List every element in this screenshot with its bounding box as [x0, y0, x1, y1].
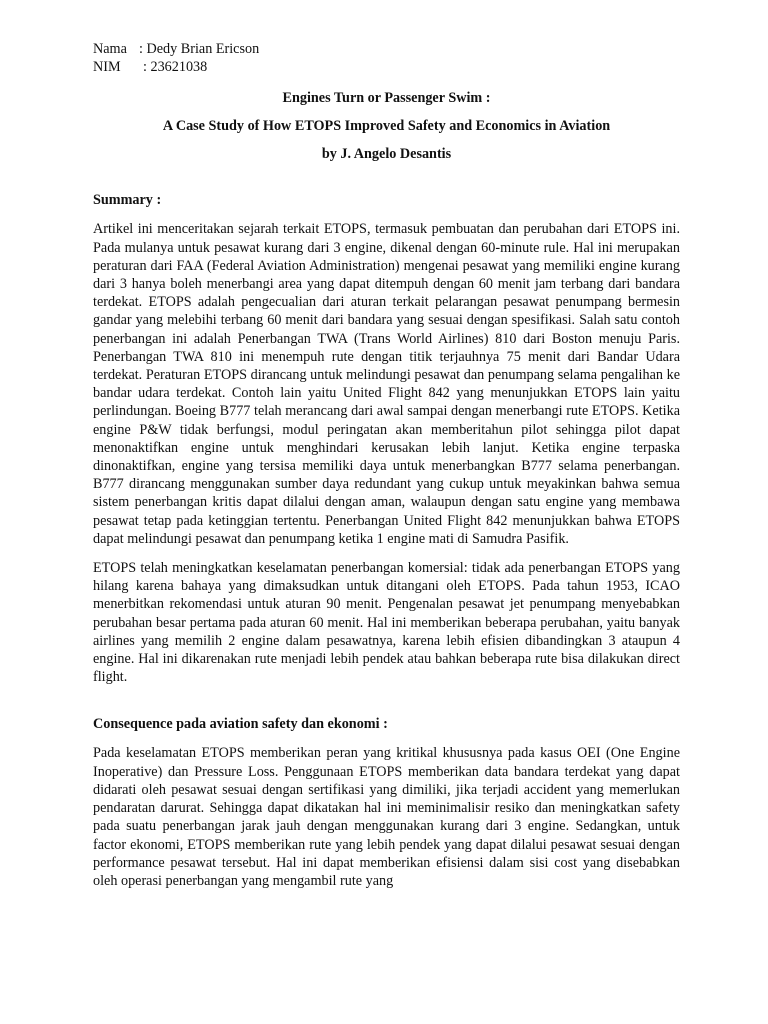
- summary-paragraph-2: ETOPS telah meningkatkan keselamatan penerbangan komersial: tidak ada penerbangan ETOPS yang hilang karena bahaya yang dimaksudkan untuk ditangani oleh ETOPS. Pada tahun 1953, ICAO menerbitkan rekomendasi untuk aturan 90 menit. Pengenalan pesawat jet penumpang menyebabkan perubahan besar pertama pada aturan 60 menit. Hal ini memberikan beberapa perubahan, yaitu banyak airlines yang memilih 2 engine dalam pesawatnya, karena lebih efisien dibandingkan 3 ataupun 4 engine. Hal ini dikarenakan rute menjadi lebih pendek atau bahkan beberapa rute bisa dilakukan direct flight.: [93, 560, 680, 686]
- nim-value: : 23621038: [143, 59, 208, 76]
- nim-label: NIM: [93, 59, 121, 76]
- document-title: Engines Turn or Passenger Swim :: [282, 90, 491, 107]
- title-block: [93, 89, 680, 163]
- document-subtitle: A Case Study of How ETOPS Improved Safety and Economics in Aviation: [162, 118, 611, 135]
- student-nim-row: [93, 58, 680, 76]
- name-label: Nama: [93, 41, 127, 57]
- summary-paragraph-1: Artikel ini menceritakan sejarah terkait ETOPS, termasuk pembuatan dan perubahan dari ETOPS ini. Pada mulanya untuk pesawat kurang dari 3 engine, dikenal dengan 60-minute rule. Hal ini merupakan peraturan dari FAA (Federal Aviation Administration) mengenai pesawat yang memiliki engine kurang dari 3 hanya boleh menerbangi area yang dapat ditempuh dengan 60 menit jam terbang dari bandara terdekat. ETOPS adalah pengecualian dari aturan terkait pelarangan pesawat penumpang bermesin gandar yang melebihi terbang 60 menit dari bandara yang sesuai dengan spesifikasi. Salah satu contoh penerbangan ini adalah Penerbangan TWA (Trans World Airlines) 810 dari Boston menuju Paris. Penerbangan TWA 810 ini menempuh rute dengan titik terjauhnya 75 menit dari Bandar Udara terdekat. Peraturan ETOPS dirancang untuk melindungi pesawat dan penumpang selama pengalihan ke bandar udara terdekat. Contoh lain yaitu United Flight 842 yang menunjukkan ETOPS lain yaitu perlindungan. Boeing B777 telah merancang dari awal sampai dengan menerbangi rute ETOPS. Ketika engine P&W tidak berfungsi, modul peringatan akan memberitahun pilot sehingga pilot dapat menonaktifkan engine untuk menghindari kerusakan lebih lanjut. Ketika engine terpaska dinonaktifkan, engine yang tersisa memiliki daya untuk menerbangkan B777 selama penerbangan. B777 dirancang menggunakan sumber daya redundant yang cukup untuk meyakinkan bahwa semua sistem penerbangan kritis dapat dilalui dengan aman, walaupun dengan satu engine yang membawa pesawat tetap pada ketinggian tertentu. Penerbangan United Flight 842 menunjukkan bahwa ETOPS dapat melindungi pesawat dan penumpang ketika 1 engine mati di Samudra Pasifik.: [93, 221, 680, 547]
- document-author: by J. Angelo Desantis: [321, 146, 452, 163]
- summary-heading: Summary :: [93, 192, 162, 209]
- consequence-heading: Consequence pada aviation safety dan ekonomi :: [93, 716, 388, 733]
- consequence-paragraph: Pada keselamatan ETOPS memberikan peran yang kritikal khususnya pada kasus OEI (One Engine Inoperative) dan Pressure Loss. Penggunaan ETOPS memberikan data bandara terdekat yang dapat didarati oleh pesawat sesuai dengan sertifikasi yang dimiliki, jika terjadi accident yang memerlukan pendaratan darurat. Sehingga dapat dikatakan hal ini meminimalisir resiko dan meningkatkan safety pada suatu penerbangan jarak jauh dengan menggunakan kurang dari 3 engine. Sedangkan, untuk factor ekonomi, ETOPS memberikan rute yang lebih pendek yang dapat dilalui pesawat sesuai dengan performance pesawat tersebut. Hal ini dapat memberikan efisiensi dalam sisi cost yang disebabkan oleh operasi penerbangan yang mengambil rute yang: [93, 745, 680, 889]
- student-name-row: [93, 40, 680, 58]
- name-value: : Dedy Brian Ericson: [139, 41, 260, 57]
